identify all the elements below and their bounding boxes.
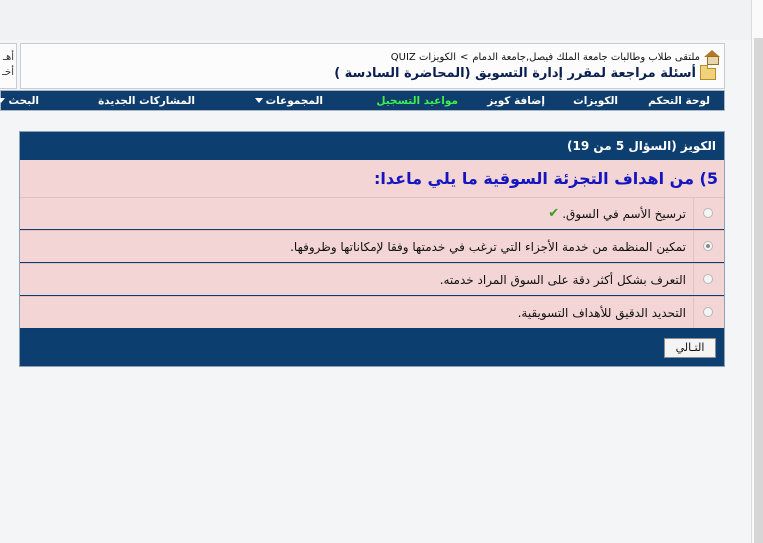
answer-radio[interactable] <box>703 208 713 218</box>
side-panel-clip <box>0 43 17 89</box>
answer-radio[interactable] <box>703 307 713 317</box>
page-title <box>334 66 716 81</box>
nav-registration-dates[interactable]: مواعيد التسجيل <box>376 95 458 107</box>
answer-text: تمكين المنظمة من خدمة الأجزاء التي ترغب في خدمتها وفقا لإمكاناتها وظروفها. <box>290 240 686 254</box>
quiz-header: الكويز (السؤال 5 من 19) <box>20 132 724 160</box>
answer-label[interactable] <box>548 198 686 230</box>
folder-icon <box>700 68 716 80</box>
radio-cell <box>693 264 724 295</box>
home-icon[interactable] <box>704 50 720 64</box>
radio-cell <box>693 231 724 262</box>
nav-search-label: البحث <box>8 95 39 107</box>
answer-radio-selected[interactable] <box>703 241 713 251</box>
nav-control-panel[interactable]: لوحة التحكم <box>648 95 710 107</box>
breadcrumb-section-link[interactable]: الكويزات QUIZ <box>390 51 456 63</box>
answer-option[interactable] <box>20 263 724 295</box>
quiz-footer <box>20 332 724 366</box>
side-panel-text-1: أهـ <box>3 52 14 63</box>
chevron-down-icon <box>255 98 263 103</box>
vertical-scrollbar[interactable] <box>754 38 763 543</box>
answer-label[interactable] <box>290 231 686 263</box>
chevron-down-icon <box>0 98 5 103</box>
answer-text: التعرف بشكل أكثر دقة على السوق المراد خدمته. <box>439 273 686 287</box>
answer-label[interactable] <box>518 297 686 329</box>
nav-add-quiz[interactable]: إضافة كويز <box>487 95 545 107</box>
breadcrumb-forum-link[interactable]: ملتقى طلاب وطالبات جامعة الملك فيصل,جامعة الدمام <box>472 51 700 63</box>
nav-search[interactable] <box>0 95 39 107</box>
answer-radio[interactable] <box>703 274 713 284</box>
answer-option[interactable] <box>20 230 724 262</box>
answer-label[interactable] <box>440 264 686 296</box>
question-text: 5) من اهداف التجزئة السوقية ما يلي ماعدا: <box>20 160 724 197</box>
page-title-text: أسئلة مراجعة لمقرر إدارة التسويق (المحاضرة السادسة ) <box>334 66 696 81</box>
nav-new-posts[interactable]: المشاركات الجديدة <box>98 95 195 107</box>
nav-quizzes[interactable]: الكويزات <box>573 95 618 107</box>
side-panel-text-2: أخـ <box>2 67 14 78</box>
check-icon: ✔ <box>548 206 560 221</box>
radio-cell <box>693 198 724 229</box>
breadcrumb-path <box>391 50 720 64</box>
answer-text: التحديد الدقيق للأهداف التسويقية. <box>517 306 686 320</box>
breadcrumb-separator: > <box>459 51 469 63</box>
radio-cell <box>693 297 724 328</box>
answer-option[interactable] <box>20 197 724 229</box>
nav-groups-label: المجموعات <box>265 95 323 107</box>
quiz-panel <box>19 131 725 367</box>
answer-option[interactable] <box>20 296 724 328</box>
answer-text: ترسيخ الأسم في السوق. <box>562 207 686 221</box>
next-button[interactable]: التـالي <box>664 338 716 358</box>
main-navbar <box>0 90 725 111</box>
nav-groups[interactable] <box>255 95 323 107</box>
breadcrumb <box>20 43 725 89</box>
top-strip <box>0 0 751 40</box>
